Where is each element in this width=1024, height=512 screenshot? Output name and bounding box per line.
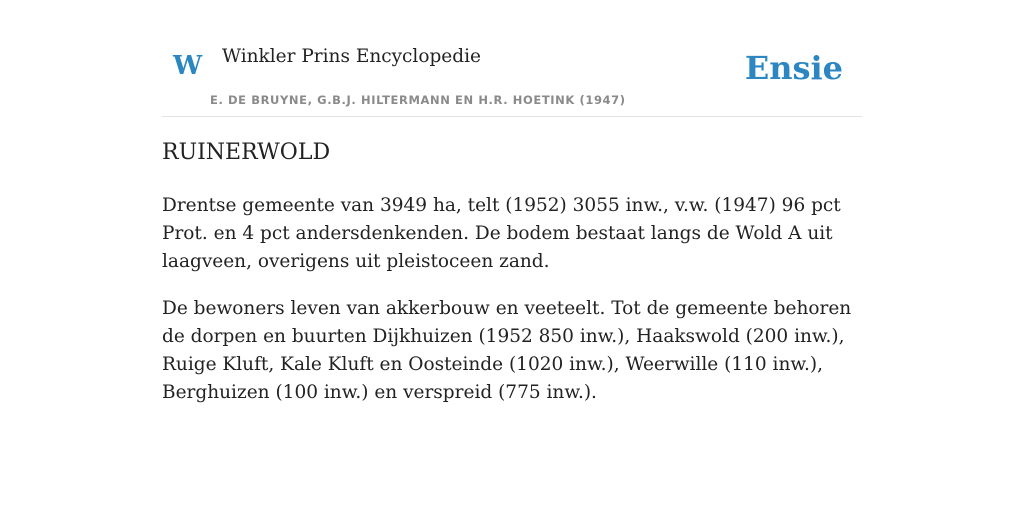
entry-body <box>162 192 862 426</box>
source-header <box>162 40 862 117</box>
ensie-logo-link[interactable]: Ensie <box>744 49 843 87</box>
winkler-prins-logo[interactable]: W <box>173 51 203 81</box>
entry-title: RUINERWOLD <box>162 140 331 165</box>
source-authors: E. DE BRUYNE, G.B.J. HILTERMANN EN H.R. HOETINK (1947) <box>210 93 626 107</box>
entry-paragraph: De bewoners leven van akkerbouw en veeteelt. Tot de gemeente behoren de dorpen en buurten Dijkhuizen (1952 850 inw.), Haakswold (200 inw.), Ruige Kluft, Kale Kluft en Oosteinde (1020 inw.), Weerwille (110 inw.), Berghuizen (100 inw.) en verspreid (775 inw.). <box>162 298 852 403</box>
entry-paragraph: Drentse gemeente van 3949 ha, telt (1952) 3055 inw., v.w. (1947) 96 pct Prot. en 4 pct andersdenkenden. De bodem bestaat langs de Wold A uit laagveen, overigens uit pleistoceen zand. <box>162 195 841 272</box>
source-title-link[interactable]: Winkler Prins Encyclopedie <box>222 46 481 67</box>
